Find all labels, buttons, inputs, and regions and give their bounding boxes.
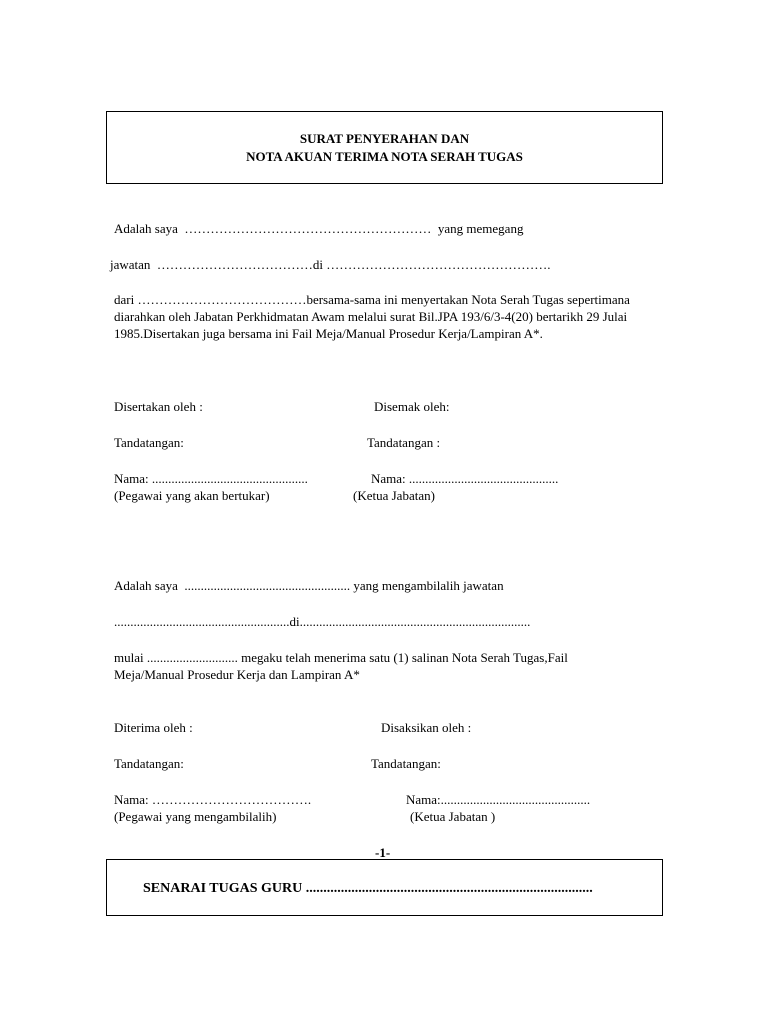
s2-line2: [114, 614, 530, 631]
s1-line1: [114, 221, 523, 238]
s1-line2-label: jawatan: [110, 257, 151, 272]
document-title-line2: NOTA AKUAN TERIMA NOTA SERAH TUGAS: [246, 149, 523, 164]
s1-line1-tail: yang memegang: [437, 221, 524, 236]
s2-left-role: (Pegawai yang mengambilalih): [114, 809, 277, 824]
s1-right-signature: Tandatangan :: [367, 435, 441, 450]
s2-right-name: Nama:..............................................: [406, 792, 591, 807]
title-box: [106, 111, 663, 184]
s1-right-name: Nama: ..............................................: [371, 471, 559, 486]
s2-line2-dots: ......................................................: [114, 614, 290, 629]
page-number: -1-: [375, 845, 391, 860]
s1-line2-di: di: [312, 257, 324, 272]
s1-left-signature: Tandatangan:: [114, 435, 184, 450]
s2-received-by-label: Diterima oleh :: [114, 720, 193, 735]
task-list-heading: SENARAI TUGAS GURU ..................................................................................: [143, 881, 593, 896]
s2-paragraph: mulai ............................ megaku telah menerima satu (1) salinan Nota Serah Tugas,Fail Meja/Manual Prosedur Kerja dan Lampiran A*: [114, 650, 568, 682]
s2-line2-di: di: [289, 614, 300, 629]
s1-left-name: Nama: ................................................: [114, 471, 308, 486]
s1-checked-by-label: Disemak oleh:: [374, 399, 450, 414]
s2-line2-dots2: .......................................................................: [299, 614, 531, 629]
s1-line2: [110, 257, 551, 274]
document-title-line1: SURAT PENYERAHAN DAN: [299, 131, 470, 146]
s1-line2-dots: ………………………………: [156, 257, 313, 272]
s2-line1-tail: yang mengambilalih jawatan: [353, 578, 504, 593]
s2-witnessed-by-label: Disaksikan oleh :: [381, 720, 472, 735]
s1-left-role: (Pegawai yang akan bertukar): [114, 488, 270, 503]
s1-right-role: (Ketua Jabatan): [353, 488, 435, 503]
s2-line1-dots: ...................................................: [184, 578, 351, 593]
s2-right-role: (Ketua Jabatan ): [410, 809, 496, 824]
s2-right-signature: Tandatangan:: [371, 756, 441, 771]
s1-line2-dots2: …………………………………………….: [326, 257, 551, 272]
s2-line1: [114, 578, 504, 595]
s1-line1-dots: …………………………………………………: [184, 221, 432, 236]
s1-paragraph: dari …………………………………bersama-sama ini menyertakan Nota Serah Tugas sepertimana diarahkan oleh Jabatan Perkhidmatan Awam melalui surat Bil.JPA 193/6/3-4(20) bertarikh 29 Julai 1985.Disertakan juga bersama ini Fail Meja/Manual Prosedur Kerja/Lampiran A*.: [114, 292, 630, 341]
s2-line1-label: Adalah saya: [114, 578, 178, 593]
s1-given-by-label: Disertakan oleh :: [114, 399, 203, 414]
s1-line1-label: Adalah saya: [114, 221, 178, 236]
s2-left-signature: Tandatangan:: [114, 756, 184, 771]
s2-left-name: Nama: ……………………………….: [114, 792, 312, 807]
task-list-box: [106, 859, 663, 916]
